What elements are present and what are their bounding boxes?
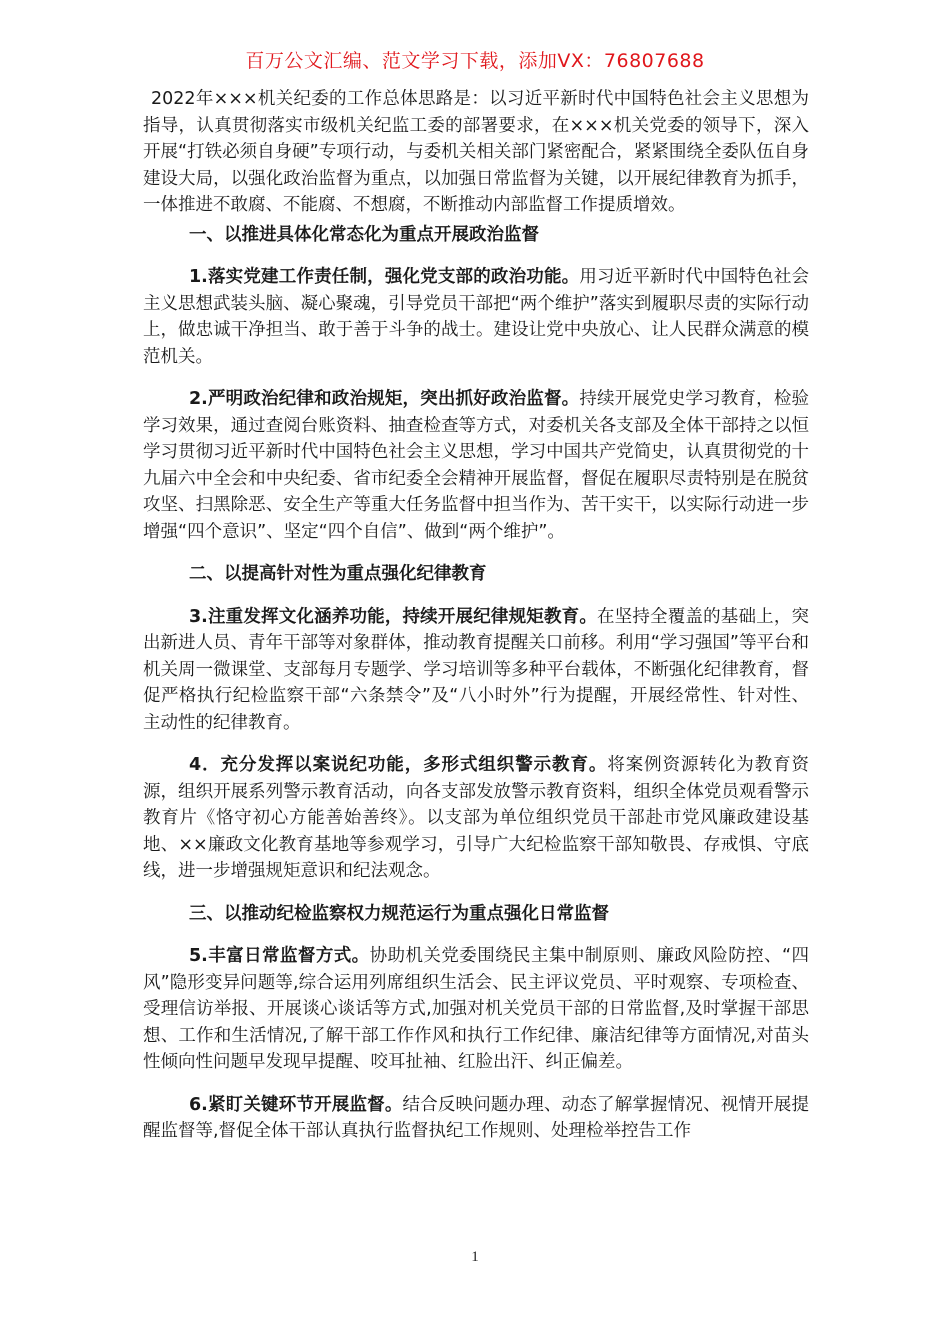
intro-paragraph: 2022年×××机关纪委的工作总体思路是：以习近平新时代中国特色社会主义思想为指导，认真贯彻落实市级机关纪监工委的部署要求，在×××机关党委的领导下，深入开展“打铁必须自身硬”专项行动，与委机关相关部门紧密配合，紧紧围绕全委队伍自身建设大局，以强化政治监督为重点，以加强日常监督为关键，以开展纪律教育为抓手，一体推进不敢腐、不能腐、不想腐，不断推动内部监督工作提质增效。 xyxy=(143,89,809,215)
paragraph-body: 在坚持全覆盖的基础上，突出新进人员、青年干部等对象群体，推动教育提醒关口前移。利用“学习强国”等平台和机关周一微课堂、支部每月专题学、学习培训等多种平台载体，不断强化纪律教育，督促严格执行纪检监察干部“六条禁令”及“八小时外”行为提醒，开展经常性、针对性、主动性的纪律教育。 xyxy=(143,606,809,733)
watermark-header: 百万公文汇编、范文学习下载，添加VX：76807688 xyxy=(245,50,705,72)
paragraph-body: 将案例资源转化为教育资源，组织开展系列警示教育活动，向各支部发放警示教育资料，组织全体党员观看警示教育片《恪守初心方能善始善终》。以支部为单位组织党员干部赴市党风廉政建设基地、××廉政文化教育基地等参观学习，引导广大纪检监察干部知敬畏、存戒惧、守底线，进一步增强规矩意识和纪法观念。 xyxy=(143,755,809,881)
paragraph-3 xyxy=(143,604,809,737)
paragraph-lead: 3.注重发挥文化涵养功能，持续开展纪律规矩教育。 xyxy=(189,606,597,627)
paragraph-2 xyxy=(143,386,809,545)
paragraph-6 xyxy=(143,1092,809,1145)
paragraph-body: 用习近平新时代中国特色社会主义思想武装头脑、凝心聚魂，引导党员干部把“两个维护”落实到履职尽责的实际行动上，做忠诚干净担当、敢于善于斗争的战士。建设让党中央放心、让人民群众满意的模范机关。 xyxy=(143,267,810,367)
document-body xyxy=(143,86,809,1161)
page-number: 1 xyxy=(471,1249,479,1265)
paragraph-lead: 1.落实党建工作责任制，强化党支部的政治功能。 xyxy=(189,267,580,287)
paragraph-5 xyxy=(143,943,809,1076)
paragraph-body: 持续开展党史学习教育，检验学习效果，通过查阅台账资料、抽查检查等方式，对委机关各支部及全体干部持之以恒学习贯彻习近平新时代中国特色社会主义思想，学习中国共产党简史，认真贯彻党的十九届六中全会和中央纪委、省市纪委全会精神开展监督，督促在履职尽责特别是在脱贫攻坚、扫黑除恶、安全生产等重大任务监督中担当作为、苦干实干，以实际行动进一步增强“四个意识”、坚定“四个自信”、做到“两个维护”。 xyxy=(143,389,810,542)
section-heading-3: 三、以推动纪检监察权力规范运行为重点强化日常监督 xyxy=(189,903,609,924)
paragraph-lead: 2.严明政治纪律和政治规矩，突出抓好政治监督。 xyxy=(189,389,580,409)
paragraph-1 xyxy=(143,264,809,370)
paragraph-lead: 4．充分发挥以案说纪功能，多形式组织警示教育。 xyxy=(189,755,608,775)
paragraph-4 xyxy=(143,752,809,885)
paragraph-body: 结合反映问题办理、动态了解掌握情况、视情开展提醒监督等,督促全体干部认真执行监督执纪工作规则、处理检举控告工作 xyxy=(143,1094,810,1141)
section-heading-2: 二、以提高针对性为重点强化纪律教育 xyxy=(189,564,487,584)
paragraph-body: 协助机关党委围绕民主集中制原则、廉政风险防控、“四风”隐形变异问题等,综合运用列席组织生活会、民主评议党员、平时观察、专项检查、受理信访举报、开展谈心谈话等方式,加强对机关党员干部的日常监督,及时掌握干部思想、工作和生活情况,了解干部工作作风和执行工作纪律、廉洁纪律等方面情况,对苗头性倾向性问题早发现早提醒、咬耳扯袖、红脸出汗、纠正偏差。 xyxy=(143,946,809,1072)
section-heading-1: 一、以推进具体化常态化为重点开展政治监督 xyxy=(189,224,539,245)
paragraph-lead: 6.紧盯关键环节开展监督。 xyxy=(189,1094,403,1115)
paragraph-lead: 5.丰富日常监督方式。 xyxy=(189,946,370,966)
